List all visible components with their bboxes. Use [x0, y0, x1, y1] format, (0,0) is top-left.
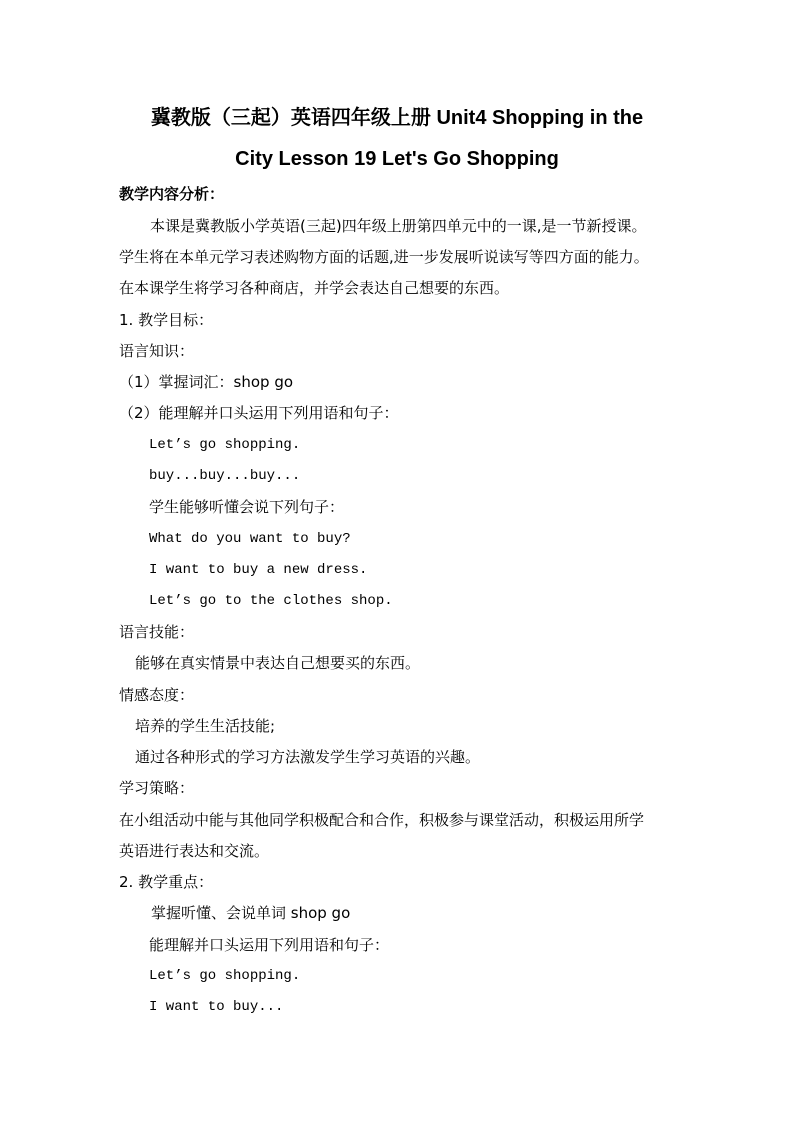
analysis-paragraph-line: 学生将在本单元学习表述购物方面的话题,进一步发展听说读写等四方面的能力。 [119, 248, 649, 266]
attitude-text: 培养的学生生活技能; [135, 717, 276, 735]
keypoint-item: 能理解并口头运用下列用语和句子： [149, 936, 390, 954]
strategy-label: 学习策略： [119, 779, 195, 797]
keypoint-sentence: Let’s go shopping. [149, 968, 301, 984]
example-sentence: Let’s go shopping. [149, 437, 301, 453]
example-sentence: What do you want to buy? [149, 531, 351, 547]
knowledge-item: （2）能理解并口头运用下列用语和句子： [119, 404, 399, 422]
sentence-intro: 学生能够听懂会说下列句子： [149, 498, 345, 516]
attitude-label: 情感态度： [119, 686, 195, 704]
document-title-line-1: 冀教版（三起）英语四年级上册 Unit4 Shopping in the [150, 107, 644, 129]
strategy-text: 在小组活动中能与其他同学积极配合和合作，积极参与课堂活动，积极运用所学 [119, 811, 645, 829]
example-sentence: buy...buy...buy... [149, 468, 301, 484]
document-title-line-2: City Lesson 19 Let's Go Shopping [235, 148, 559, 170]
keypoints-heading: 2. 教学重点： [119, 873, 214, 891]
analysis-heading: 教学内容分析： [119, 185, 225, 203]
language-skill-label: 语言技能： [119, 623, 195, 641]
keypoint-item: 掌握听懂、会说单词 shop go [151, 904, 351, 922]
language-knowledge-label: 语言知识： [119, 342, 195, 360]
analysis-paragraph-line: 在本课学生将学习各种商店，并学会表达自己想要的东西。 [119, 279, 510, 297]
example-sentence: Let’s go to the clothes shop. [149, 593, 393, 609]
keypoint-sentence: I want to buy... [149, 999, 284, 1015]
goals-heading: 1. 教学目标： [119, 311, 214, 329]
strategy-text: 英语进行表达和交流。 [119, 842, 270, 860]
language-skill-text: 能够在真实情景中表达自己想要买的东西。 [135, 654, 421, 672]
knowledge-item: （1）掌握词汇：shop go [119, 373, 294, 391]
analysis-paragraph-line: 本课是冀教版小学英语(三起)四年级上册第四单元中的一课,是一节新授课。 [150, 217, 647, 235]
attitude-text: 通过各种形式的学习方法激发学生学习英语的兴趣。 [135, 748, 481, 766]
example-sentence: I want to buy a new dress. [149, 562, 368, 578]
